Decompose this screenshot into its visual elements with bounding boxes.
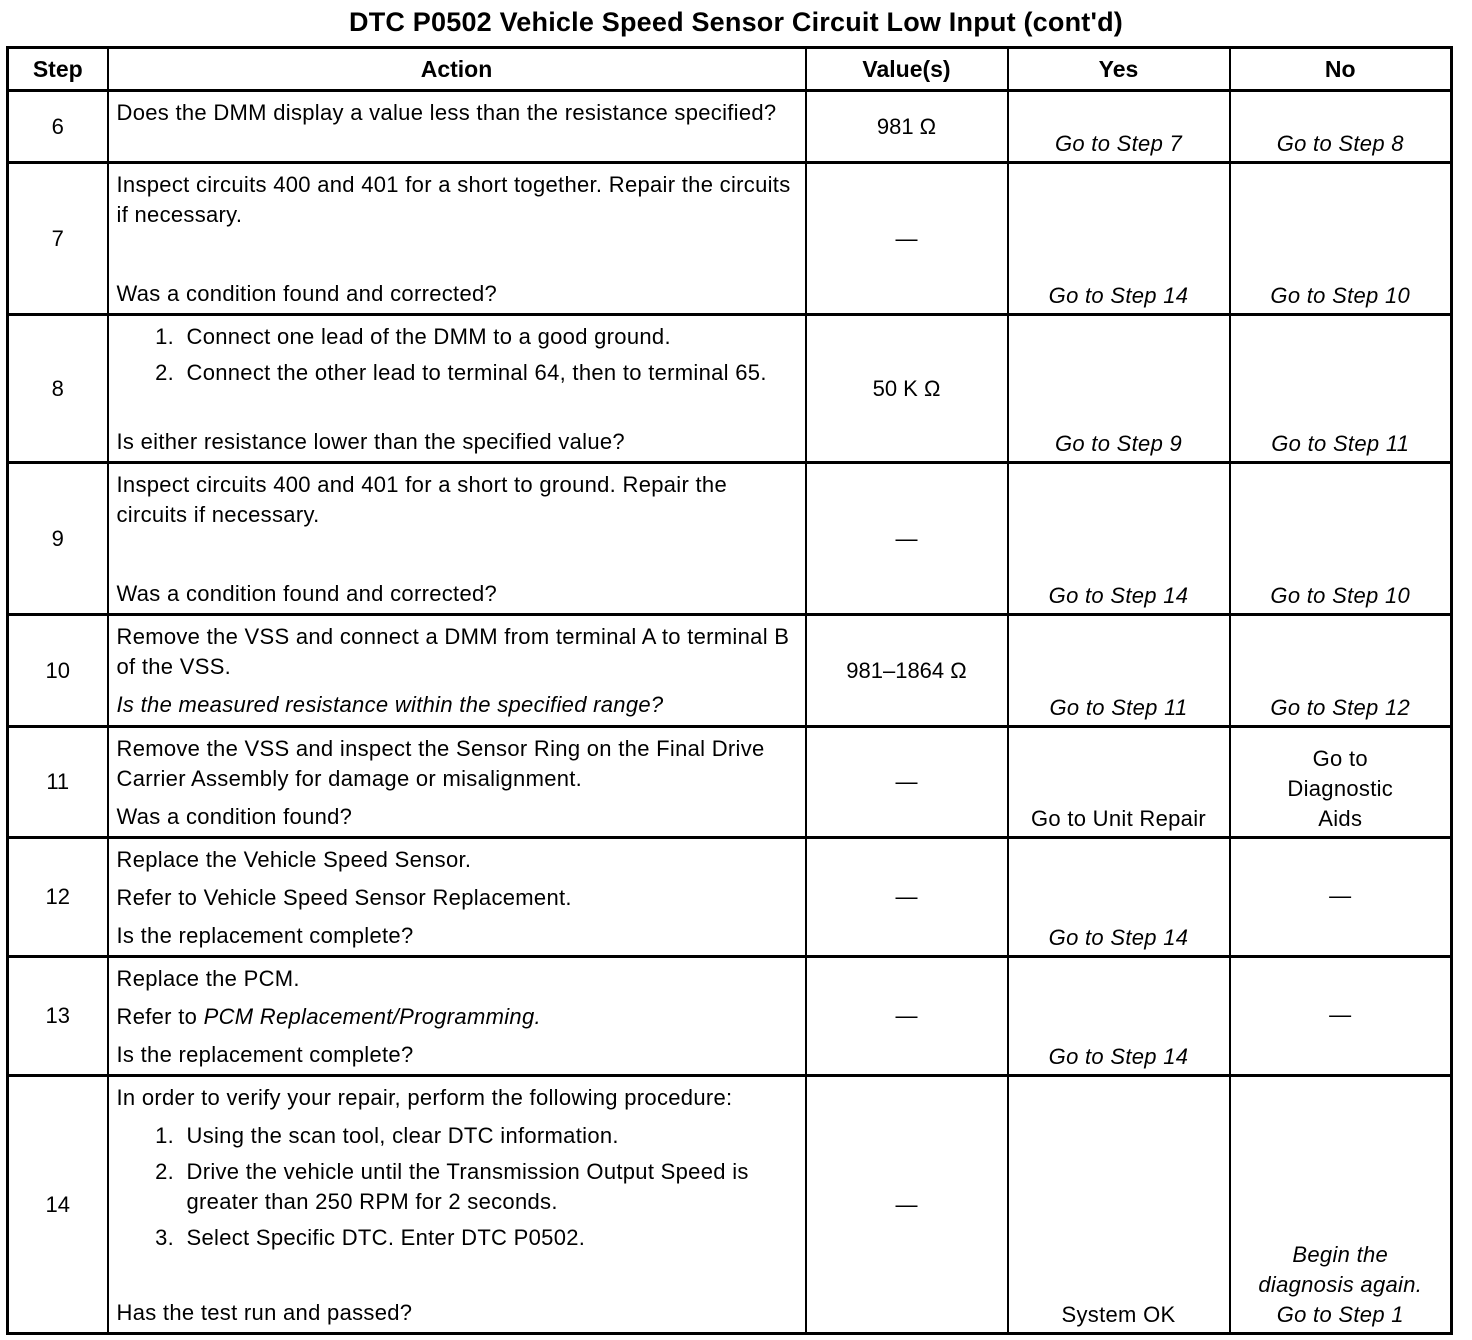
table-row <box>8 615 1452 727</box>
action-question: Has the test run and passed? <box>116 1300 413 1325</box>
yes-cell: Go to Step 14 <box>1008 463 1230 615</box>
no-cell: Go to Step 10 <box>1230 463 1452 615</box>
no-cell: Go to Step 10 <box>1230 163 1452 315</box>
action-text: Inspect circuits 400 and 401 for a short to ground. Repair the circuits if necessary. <box>116 472 728 527</box>
yes-cell: Go to Step 7 <box>1008 91 1230 163</box>
no-cell-line: Begin the <box>1292 1242 1389 1267</box>
step-number: 10 <box>8 615 108 727</box>
action-question: Is the replacement complete? <box>116 1042 414 1067</box>
no-cell: Go to Step 12 <box>1230 615 1452 727</box>
step-number: 6 <box>8 91 108 163</box>
step-number: 9 <box>8 463 108 615</box>
action-text: Remove the VSS and inspect the Sensor Ring on the Final Drive Carrier Assembly for damage or misalignment. <box>116 736 765 791</box>
no-cell-text: Go to Diagnostic Aids <box>1287 746 1394 831</box>
no-cell: — <box>1230 838 1452 957</box>
yes-cell: Go to Unit Repair <box>1008 727 1230 838</box>
header-action: Action <box>108 48 806 91</box>
value-cell: 981 Ω <box>806 91 1008 163</box>
diagnostic-table <box>6 46 1453 1335</box>
procedure-list <box>117 1121 797 1259</box>
list-item: 1. Connect one lead of the DMM to a good ground. <box>181 322 797 352</box>
step-number: 11 <box>8 727 108 838</box>
value-cell: — <box>806 957 1008 1076</box>
value-cell: 50 K Ω <box>806 315 1008 463</box>
value-cell: — <box>806 727 1008 838</box>
table-row <box>8 163 1452 315</box>
action-text: Replace the PCM. <box>116 966 300 991</box>
no-cell <box>1230 1076 1452 1334</box>
table-row <box>8 727 1452 838</box>
value-cell: — <box>806 838 1008 957</box>
action-text: Inspect circuits 400 and 401 for a short together. Repair the circuits if necessary. <box>116 172 791 227</box>
action-question: Is the measured resistance within the specified range? <box>116 692 664 717</box>
header-yes: Yes <box>1008 48 1230 91</box>
action-cell <box>108 615 806 727</box>
no-cell-line: Go to Step 1 <box>1276 1302 1404 1327</box>
yes-cell: Go to Step 14 <box>1008 163 1230 315</box>
value-cell: — <box>806 463 1008 615</box>
table-row <box>8 91 1452 163</box>
value-cell: — <box>806 163 1008 315</box>
step-number: 12 <box>8 838 108 957</box>
action-question: Was a condition found and corrected? <box>116 581 498 606</box>
action-cell <box>108 163 806 315</box>
list-item: 2. Connect the other lead to terminal 64, then to terminal 65. <box>181 358 797 388</box>
page-title: DTC P0502 Vehicle Speed Sensor Circuit Low Input (cont'd) <box>349 7 1123 37</box>
list-item: 1. Using the scan tool, clear DTC information. <box>181 1121 797 1151</box>
action-cell <box>108 957 806 1076</box>
step-number: 14 <box>8 1076 108 1334</box>
refer-prefix: Refer to <box>116 1004 198 1029</box>
no-cell: Go to Step 11 <box>1230 315 1452 463</box>
header-values: Value(s) <box>806 48 1008 91</box>
table-row <box>8 957 1452 1076</box>
yes-cell: Go to Step 11 <box>1008 615 1230 727</box>
list-item: 3. Select Specific DTC. Enter DTC P0502. <box>181 1223 797 1253</box>
step-number: 13 <box>8 957 108 1076</box>
reference-title: PCM Replacement/Programming. <box>203 1004 541 1029</box>
action-cell <box>108 727 806 838</box>
table-row <box>8 1076 1452 1334</box>
action-question: Is the replacement complete? <box>116 923 414 948</box>
yes-cell: Go to Step 14 <box>1008 838 1230 957</box>
action-text <box>117 1002 797 1032</box>
yes-cell: Go to Step 14 <box>1008 957 1230 1076</box>
header-no: No <box>1230 48 1452 91</box>
action-text: Does the DMM display a value less than the resistance specified? <box>116 100 777 125</box>
value-cell: 981–1864 Ω <box>806 615 1008 727</box>
no-cell: Go to Step 8 <box>1230 91 1452 163</box>
action-text: Remove the VSS and connect a DMM from terminal A to terminal B of the VSS. <box>116 624 790 679</box>
value-cell: — <box>806 1076 1008 1334</box>
action-question: Was a condition found? <box>116 804 353 829</box>
table-row <box>8 463 1452 615</box>
action-text: Refer to Vehicle Speed Sensor Replacement. <box>116 885 572 910</box>
list-item: 2. Drive the vehicle until the Transmission Output Speed is greater than 250 RPM for 2 seconds. <box>181 1157 797 1217</box>
procedure-list <box>117 322 797 394</box>
step-number: 7 <box>8 163 108 315</box>
action-question: Is either resistance lower than the specified value? <box>116 429 625 454</box>
action-text: In order to verify your repair, perform the following procedure: <box>116 1085 733 1110</box>
action-cell <box>108 1076 806 1334</box>
action-cell <box>108 91 806 163</box>
action-cell <box>108 463 806 615</box>
action-cell <box>108 315 806 463</box>
yes-cell: System OK <box>1008 1076 1230 1334</box>
action-question: Was a condition found and corrected? <box>116 281 498 306</box>
table-row <box>8 315 1452 463</box>
no-cell-line: diagnosis again. <box>1258 1272 1423 1297</box>
header-step: Step <box>8 48 108 91</box>
no-cell <box>1230 727 1452 838</box>
action-text: Replace the Vehicle Speed Sensor. <box>116 847 472 872</box>
table-row <box>8 838 1452 957</box>
step-number: 8 <box>8 315 108 463</box>
no-cell: — <box>1230 957 1452 1076</box>
action-cell <box>108 838 806 957</box>
header-row <box>8 48 1452 91</box>
yes-cell: Go to Step 9 <box>1008 315 1230 463</box>
